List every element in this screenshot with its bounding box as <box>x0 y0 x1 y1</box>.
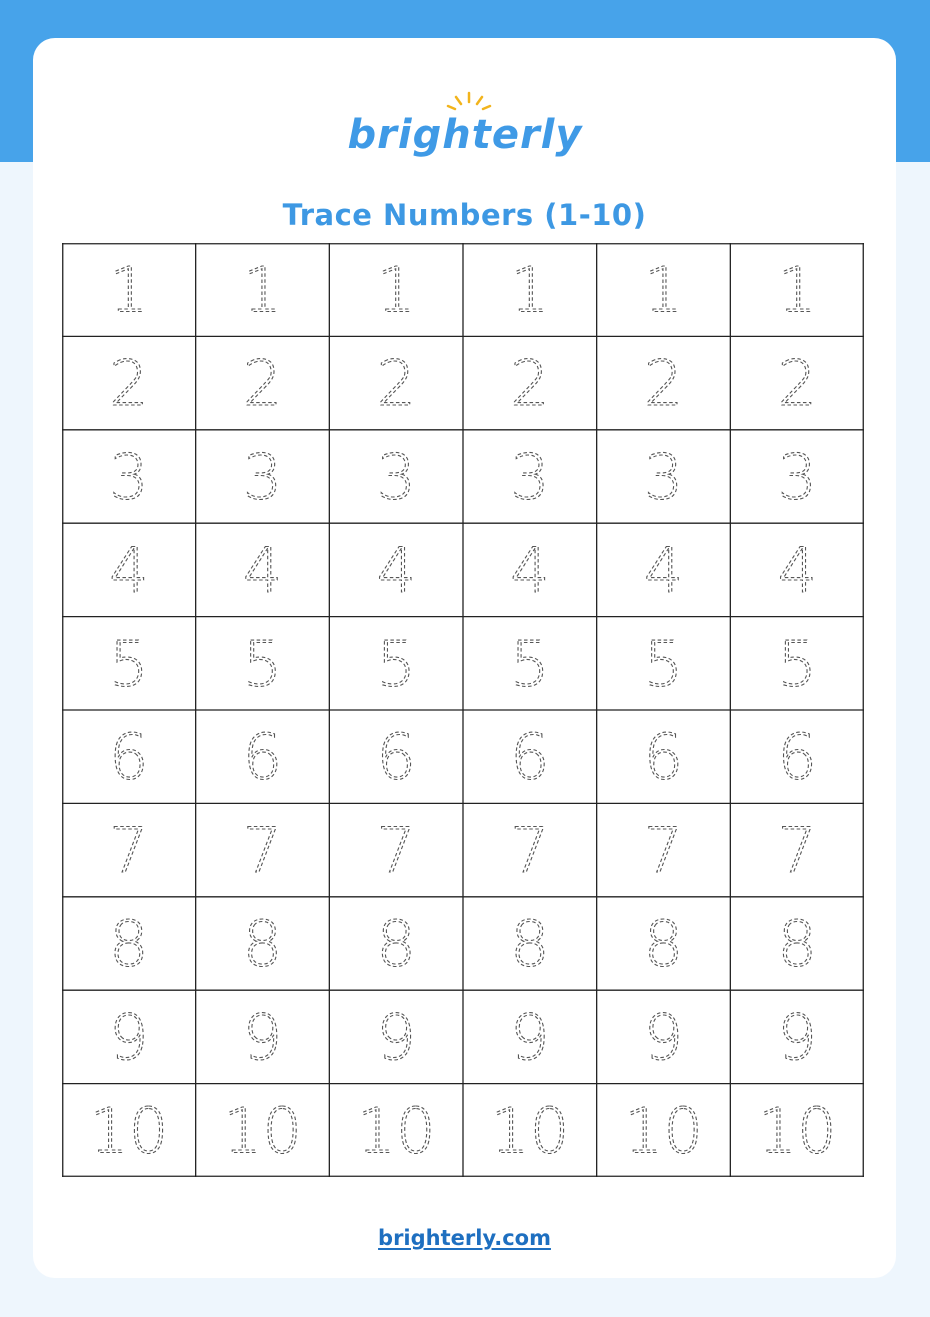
trace-cell <box>758 1094 837 1167</box>
trace-number-2: 2 <box>242 347 283 421</box>
trace-number-2: 2 <box>109 347 149 421</box>
footer <box>33 1226 896 1250</box>
trace-cell <box>243 814 282 887</box>
trace-number-3: 3 <box>109 440 149 514</box>
trace-number-7: 7 <box>109 814 149 888</box>
trace-number-10: 10 <box>757 1094 837 1168</box>
trace-cell <box>243 534 282 607</box>
trace-number-9: 9 <box>109 1000 149 1074</box>
trace-cell <box>510 347 549 420</box>
trace-cell <box>376 441 415 514</box>
trace-cell <box>376 347 415 420</box>
trace-cell <box>243 721 282 794</box>
trace-cell <box>644 814 683 887</box>
trace-number-8: 8 <box>510 907 550 981</box>
trace-number-1: 1 <box>777 253 817 327</box>
trace-number-4: 4 <box>643 533 684 607</box>
trace-number-5: 5 <box>643 627 684 701</box>
trace-cell <box>109 254 148 327</box>
trace-cell <box>510 627 549 700</box>
trace-number-3: 3 <box>777 440 817 514</box>
trace-number-3: 3 <box>510 440 550 514</box>
trace-number-6: 6 <box>242 720 283 794</box>
trace-number-2: 2 <box>376 347 416 421</box>
trace-number-7: 7 <box>242 814 283 888</box>
trace-cell <box>644 721 683 794</box>
trace-cell <box>510 1001 549 1074</box>
trace-number-10: 10 <box>89 1094 169 1168</box>
trace-number-6: 6 <box>643 720 684 794</box>
sun-rays-icon <box>448 93 490 109</box>
trace-cell <box>644 908 683 981</box>
trace-cell <box>109 908 148 981</box>
trace-number-8: 8 <box>242 907 283 981</box>
trace-cell <box>376 254 415 327</box>
trace-number-7: 7 <box>643 814 684 888</box>
logo-wordmark: brighterly <box>347 112 582 158</box>
trace-number-1: 1 <box>643 253 684 327</box>
trace-cell <box>376 627 415 700</box>
trace-number-5: 5 <box>109 627 149 701</box>
trace-number-7: 7 <box>376 814 416 888</box>
trace-number-6: 6 <box>376 720 416 794</box>
tracing-grid <box>62 243 864 1177</box>
trace-number-4: 4 <box>242 533 283 607</box>
trace-number-6: 6 <box>777 720 817 794</box>
trace-cell <box>777 1001 816 1074</box>
trace-number-10: 10 <box>624 1094 703 1168</box>
trace-cell <box>624 1094 703 1167</box>
trace-number-1: 1 <box>109 253 149 327</box>
trace-cell <box>644 1001 683 1074</box>
trace-number-5: 5 <box>777 627 817 701</box>
trace-number-8: 8 <box>777 907 817 981</box>
trace-cell <box>777 534 816 607</box>
trace-cell <box>89 1094 168 1167</box>
trace-cell <box>644 254 683 327</box>
trace-number-3: 3 <box>376 440 416 514</box>
trace-cell <box>777 347 816 420</box>
trace-number-6: 6 <box>510 720 550 794</box>
trace-number-3: 3 <box>242 440 283 514</box>
trace-cell <box>777 814 816 887</box>
trace-cell <box>109 347 148 420</box>
trace-number-6: 6 <box>109 720 149 794</box>
trace-cell <box>243 627 282 700</box>
trace-cell <box>510 908 549 981</box>
trace-number-4: 4 <box>109 533 149 607</box>
trace-cell <box>243 908 282 981</box>
trace-cell <box>510 534 549 607</box>
trace-number-7: 7 <box>510 814 550 888</box>
trace-number-4: 4 <box>510 533 550 607</box>
trace-number-1: 1 <box>510 253 550 327</box>
trace-cell <box>109 814 148 887</box>
trace-number-5: 5 <box>376 627 416 701</box>
trace-cell <box>510 254 549 327</box>
trace-cell <box>644 347 683 420</box>
trace-cell <box>357 1094 436 1167</box>
grid-lines <box>62 243 864 1177</box>
trace-number-5: 5 <box>242 627 283 701</box>
trace-number-8: 8 <box>643 907 684 981</box>
page-title: Trace Numbers (1-10) <box>282 198 647 232</box>
trace-cell <box>376 721 415 794</box>
trace-cell <box>243 441 282 514</box>
trace-cell <box>109 1001 148 1074</box>
trace-cell <box>109 441 148 514</box>
trace-cell <box>376 1001 415 1074</box>
trace-number-2: 2 <box>643 347 684 421</box>
trace-cell <box>376 908 415 981</box>
trace-number-2: 2 <box>510 347 550 421</box>
footer-website-link[interactable]: brighterly.com <box>378 1226 551 1250</box>
trace-cell <box>644 627 683 700</box>
trace-cell <box>777 254 816 327</box>
trace-number-8: 8 <box>376 907 416 981</box>
trace-number-1: 1 <box>242 253 283 327</box>
trace-number-7: 7 <box>777 814 817 888</box>
trace-number-10: 10 <box>490 1094 570 1168</box>
worksheet-card <box>33 38 896 1278</box>
trace-number-3: 3 <box>643 440 684 514</box>
trace-cell <box>777 627 816 700</box>
trace-number-4: 4 <box>777 533 817 607</box>
trace-cell <box>644 441 683 514</box>
trace-number-8: 8 <box>109 907 149 981</box>
trace-cell <box>777 721 816 794</box>
trace-cell <box>376 534 415 607</box>
trace-cell <box>510 441 549 514</box>
trace-number-10: 10 <box>356 1094 436 1168</box>
trace-cell <box>109 721 148 794</box>
trace-cell <box>243 254 282 327</box>
trace-cell <box>223 1094 302 1167</box>
trace-cell <box>777 908 816 981</box>
trace-number-9: 9 <box>643 1000 684 1074</box>
trace-cell <box>109 627 148 700</box>
trace-cell <box>109 534 148 607</box>
trace-cell <box>376 814 415 887</box>
trace-cell <box>510 721 549 794</box>
trace-cell <box>777 441 816 514</box>
trace-cell <box>644 534 683 607</box>
trace-cell <box>243 347 282 420</box>
trace-number-9: 9 <box>242 1000 283 1074</box>
trace-number-2: 2 <box>777 347 817 421</box>
trace-number-9: 9 <box>777 1000 817 1074</box>
trace-number-10: 10 <box>223 1094 302 1168</box>
trace-number-9: 9 <box>510 1000 550 1074</box>
trace-number-9: 9 <box>376 1000 416 1074</box>
trace-cell <box>243 1001 282 1074</box>
trace-cell <box>510 814 549 887</box>
trace-number-1: 1 <box>376 253 416 327</box>
brand-logo <box>33 88 896 168</box>
trace-cell <box>490 1094 569 1167</box>
trace-number-4: 4 <box>376 533 416 607</box>
trace-number-5: 5 <box>510 627 550 701</box>
